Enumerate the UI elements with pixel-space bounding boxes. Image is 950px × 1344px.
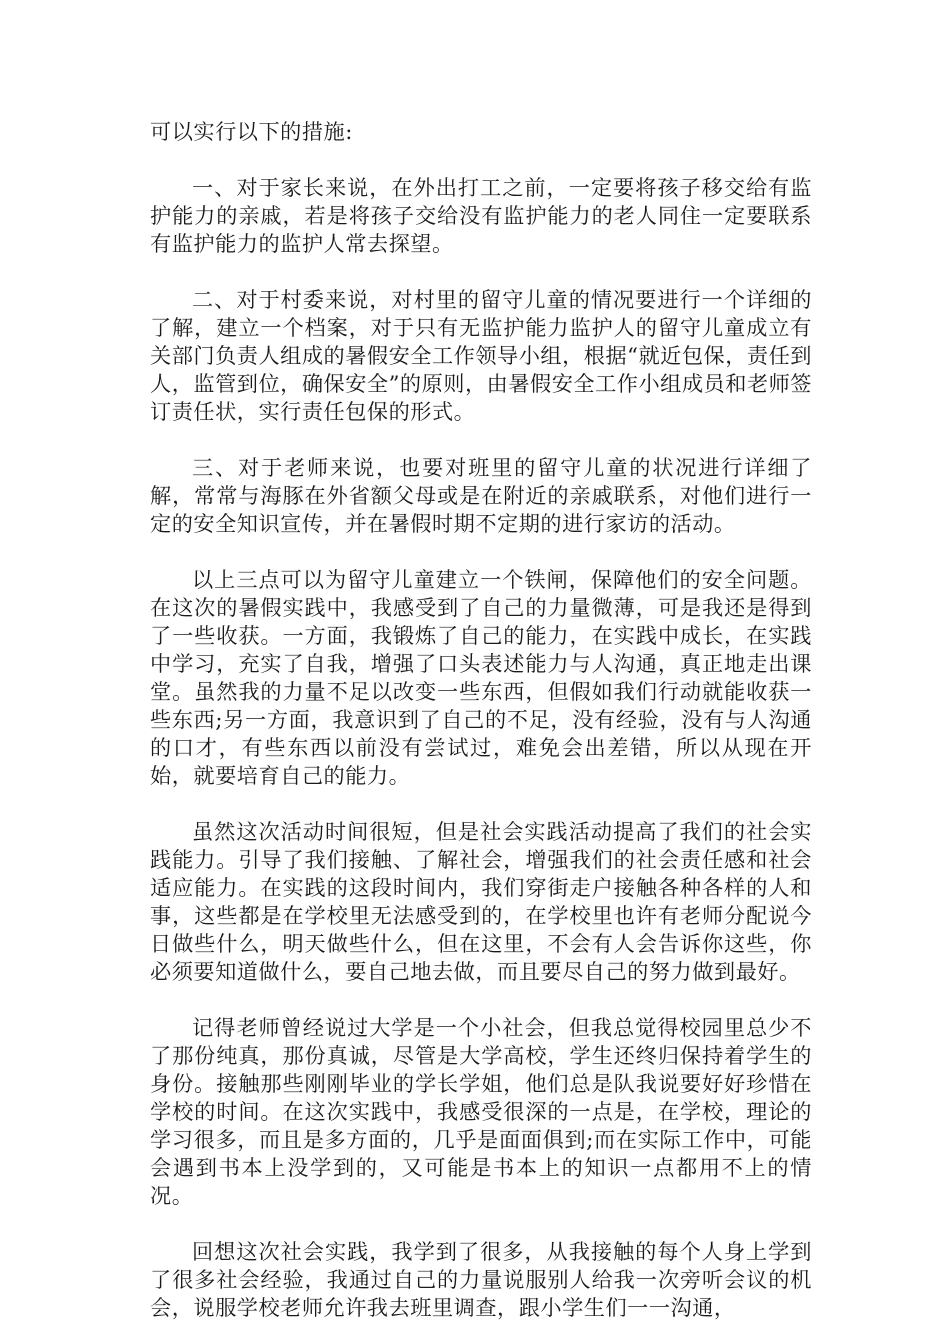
- paragraph-summary-gains: 以上三点可以为留守儿童建立一个铁闸，保障他们的安全问题。在这次的暑假实践中，我感受到了自己的力量微薄，可是我还是得到了一些收获。一方面，我锻炼了自己的能力，在实践中成长，在实践中学习，充实了自我，增强了口头表述能力与人沟通，真正地走出课堂。虽然我的力量不足以改变一些东西，但假如我们行动就能收获一些东西;另一方面，我意识到了自己的不足，没有经验，没有与人沟通的口才，有些东西以前没有尝试过，难免会出差错，所以从现在开始，就要培育自己的能力。: [150, 567, 812, 788]
- paragraph-measure-teachers: 三、对于老师来说，也要对班里的留守儿童的状况进行详细了解，常常与海豚在外省额父母或是在附近的亲戚联系，对他们进行一定的安全知识宣传，并在暑假时期不定期的进行家访的活动。: [150, 455, 812, 536]
- paragraph-recollection: 回想这次社会实践，我学到了很多，从我接触的每个人身上学到了很多社会经验，我通过自己的力量说服别人给我一次旁听会议的机会，说服学校老师允许我去班里调查，跟小学生们一一沟通，: [150, 1239, 812, 1320]
- paragraph-intro: 可以实行以下的措施:: [150, 119, 353, 144]
- paragraph-measure-village: 二、对于村委来说，对村里的留守儿童的情况要进行一个详细的了解，建立一个档案，对于只有无监护能力监护人的留守儿童成立有关部门负责人组成的暑假安全工作领导小组，根据“就近包保，责任到人，监管到位，确保安全”的原则，由暑假安全工作小组成员和老师签订责任状，实行责任包保的形式。: [150, 287, 812, 424]
- paragraph-university-reflection: 记得老师曾经说过大学是一个小社会，但我总觉得校园里总少不了那份纯真，那份真诚，尽管是大学高校，学生还终归保持着学生的身份。接触那些刚刚毕业的学长学姐，他们总是队我说要好好珍惜在学校的时间。在这次实践中，我感受很深的一点是，在学校，理论的学习很多，而且是多方面的，几乎是面面俱到;而在实际工作中，可能会遇到书本上没学到的，又可能是书本上的知识一点都用不上的情况。: [150, 1015, 812, 1208]
- document-body: [150, 118, 812, 1322]
- paragraph-measure-parents: 一、对于家长来说，在外出打工之前，一定要将孩子移交给有监护能力的亲戚，若是将孩子交给没有监护能力的老人同住一定要联系有监护能力的监护人常去探望。: [150, 175, 812, 256]
- paragraph-activity-reflection: 虽然这次活动时间很短，但是社会实践活动提高了我们的社会实践能力。引导了我们接触、了解社会，增强我们的社会责任感和社会适应能力。在实践的这段时间内，我们穿街走户接触各种各样的人和事，这些都是在学校里无法感受到的，在学校里也许有老师分配说今日做些什么，明天做些什么，但在这里，不会有人会告诉你这些，你必须要知道做什么，要自己地去做，而且要尽自己的努力做到最好。: [150, 819, 812, 984]
